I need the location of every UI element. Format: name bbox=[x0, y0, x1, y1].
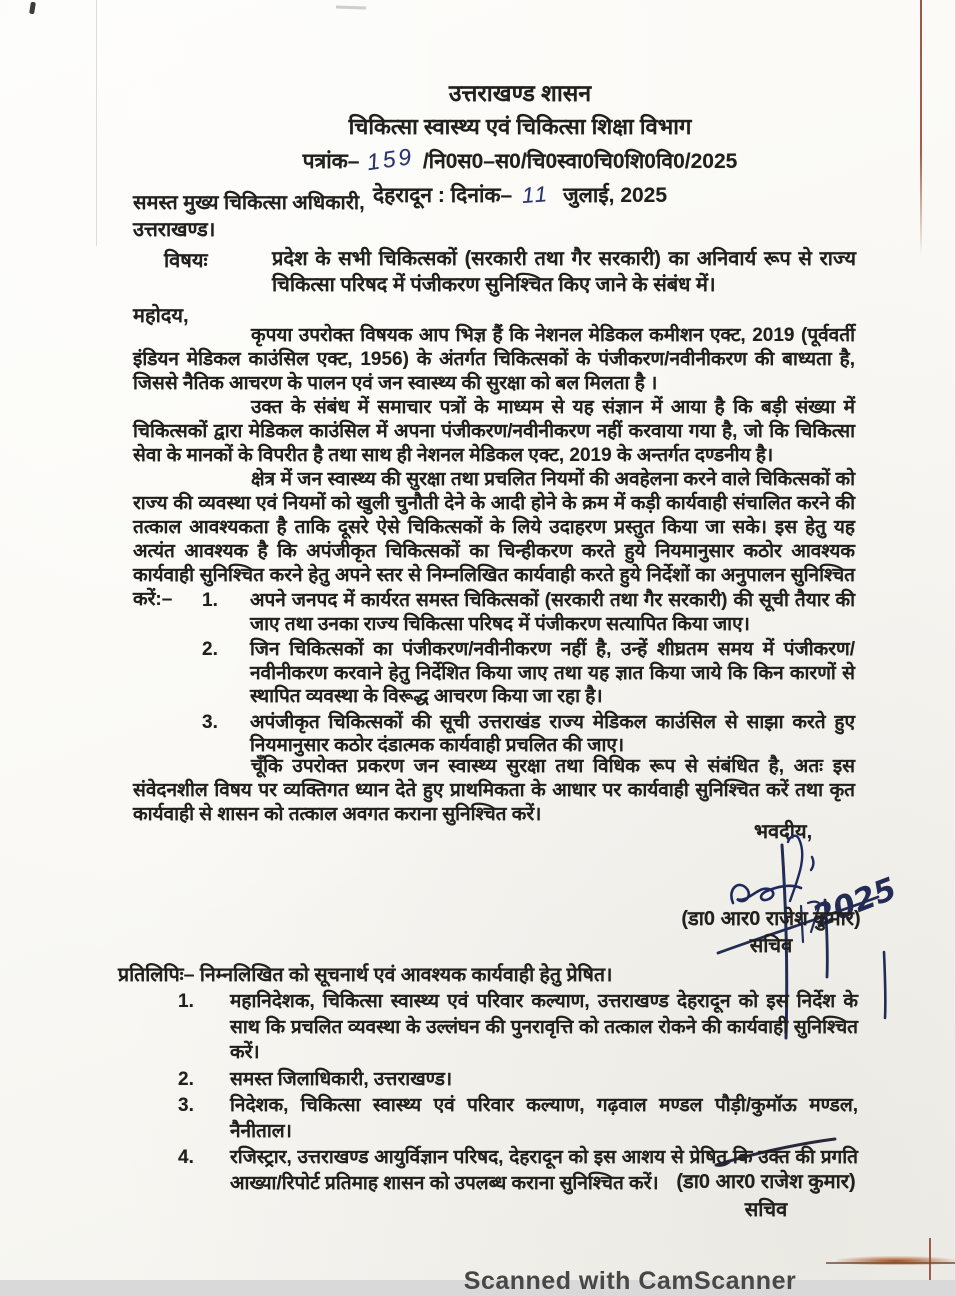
signatory-designation: सचिव bbox=[749, 935, 793, 957]
copy-item-3 bbox=[118, 1093, 858, 1144]
copy-number: 3. bbox=[178, 1095, 194, 1116]
pen-vertical-stroke-right bbox=[884, 952, 885, 1018]
directive-list bbox=[132, 589, 855, 760]
scan-dash-artifact bbox=[336, 5, 366, 9]
footer-signatory-designation: सचिव bbox=[744, 1199, 788, 1221]
signoff: भवदीय, bbox=[754, 821, 813, 843]
copy-number: 4. bbox=[178, 1147, 194, 1168]
copy-item-2 bbox=[118, 1067, 858, 1093]
copy-item-1 bbox=[118, 989, 858, 1066]
scanner-watermark: Scanned with CamScanner bbox=[463, 1267, 797, 1295]
department-title: चिकित्सा स्वास्थ्य एवं चिकित्सा शिक्षा विभाग bbox=[348, 114, 692, 139]
handwritten-letter-number: 159 bbox=[365, 142, 417, 176]
copy-text: रजिस्ट्रार, उत्तराखण्ड आयुर्विज्ञान परिषद, देहरादून को इस आशय से प्रेषित कि उक्त की प्रगति आख्या/रिपोर्ट प्रतिमाह शासन को उपलब्ध कराना सुनिश्चित करें। bbox=[230, 1147, 858, 1194]
directive-item-1 bbox=[132, 589, 855, 636]
recipient-line-1: समस्त मुख्य चिकित्सा अधिकारी, bbox=[133, 192, 365, 214]
handwritten-date: 11 bbox=[521, 181, 550, 209]
body-paragraph-3: क्षेत्र में जन स्वास्थ्य की सुरक्षा तथा प्रचलित नियमों की अवहेलना करने वाले चिकित्सकों को राज्य की व्यवस्था एवं नियमों को खुली चुनौती देने के आदी होने के क्रम में कड़ी कार्यवाही संचालित करने की तत्काल आवश्यकता है ताकि दूसरे ऐसे चिकित्सकों के लिये उदाहरण प्रस्तुत किया जा सके। इस हेतु यह अत्यंत आवश्यक है कि अपंजीकृत चिकित्सकों का चिन्हीकरण करते हुये नियमानुसार कठोर आवश्यक कार्यवाही सुनिश्चित करने हेतु अपने स्तर से निम्नलिखित कार्यवाही करते हुये निर्देशों का अनुपालन सुनिश्चित करें:– bbox=[133, 469, 855, 610]
letter-number-label: पत्रांक– bbox=[302, 150, 360, 173]
government-title: उत्तराखण्ड शासन bbox=[448, 80, 592, 106]
directive-text: जिन चिकित्सकों का पंजीकरण/नवीनीकरण नहीं है, उन्हें शीघ्रतम समय में पंजीकरण/नवीनीकरण करवाने हेतु निर्देशित किया जाए तथा यह ज्ञात किया जाये कि किन कारणों से स्थापित व्यवस्था के विरूद्ध आचरण किया जा रहा है। bbox=[250, 639, 855, 707]
copy-text: निदेशक, चिकित्सा स्वास्थ्य एवं परिवार कल्याण, गढ़वाल मण्डल पौड़ी/कुमॉऊ मण्डल, नैनीताल। bbox=[230, 1095, 858, 1142]
copy-text: महानिदेशक, चिकित्सा स्वास्थ्य एवं परिवार कल्याण, उत्तराखण्ड देहरादून को इस निर्देश के साथ कि प्रचलित व्यवस्था के उल्लंघन की पुनरावृत्ति को तत्काल रोकने की कार्यवाही सुनिश्चित करें। bbox=[230, 991, 858, 1063]
footer-signature-block bbox=[630, 1168, 902, 1224]
copy-number: 1. bbox=[178, 991, 194, 1012]
smudge-line-artifact bbox=[826, 1262, 955, 1264]
signature-ascender bbox=[788, 836, 802, 901]
date-rest: जुलाई, 2025 bbox=[563, 184, 668, 207]
signatory-name: (डा0 आर0 राजेश कुमार) bbox=[681, 908, 861, 930]
directive-number: 2. bbox=[202, 639, 218, 660]
closing-paragraph: चूँकि उपरोक्त प्रकरण जन स्वास्थ्य सुरक्षा तथा विधिक रूप से संबंधित है, अतः इस संवेदनशील विषय पर व्यक्तिगत ध्यान देते हुए प्राथमिकता के आधार पर कार्यवाही सुनिश्चित करें तथा कृत कार्यवाही से शासन को तत्काल अवगत कराना सुनिश्चित करें। bbox=[133, 756, 855, 825]
place-date-label: देहरादून : दिनांक– bbox=[372, 184, 513, 207]
body-paragraph-2: उक्त के संबंध में समाचार पत्रों के माध्यम से यह संज्ञान में आया है कि बड़ी संख्या में चिकित्सकों द्वारा मेडिकल काउंसिल में अपना पंजीकरण/नवीनीकरण नहीं करवाया गया है, जो कि चिकित्सा सेवा के मानकों के विपरीत है तथा साथ ही नेशनल मेडिकल एक्ट, 2019 के अन्तर्गत दण्डनीय है। bbox=[133, 397, 855, 466]
copy-distribution-block bbox=[118, 962, 858, 1196]
recipient-block bbox=[133, 190, 365, 244]
body-paragraph-1: कृपया उपरोक्त विषयक आप भिज्ञ हैं कि नेशनल मेडिकल कमीशन एक्ट, 2019 (पूर्ववर्ती इंडियन मेडिकल काउंसिल एक्ट, 1956) के अंतर्गत चिकित्सकों के पंजीकरण/नवीनीकरण की बाध्यता है, जिससे नैतिक आचरण के पालन एवं जन स्वास्थ्य की सुरक्षा को बल मिलता है । bbox=[133, 325, 855, 394]
salutation: महोदय, bbox=[133, 305, 189, 327]
handwritten-year-note: 2025 bbox=[807, 870, 902, 936]
signature-block bbox=[640, 906, 902, 960]
copy-text: समस्त जिलाधिकारी, उत्तराखण्ड। bbox=[230, 1068, 453, 1090]
footer-signatory-name: (डा0 आर0 राजेश कुमार) bbox=[676, 1171, 856, 1193]
copy-heading: प्रतिलिपिः– निम्नलिखित को सूचनार्थ एवं आवश्यक कार्यवाही हेतु प्रेषित। bbox=[118, 964, 613, 986]
directive-number: 1. bbox=[202, 590, 218, 611]
signature-scribble bbox=[731, 885, 801, 903]
signature-tick bbox=[811, 857, 813, 870]
scan-speck-artifact bbox=[29, 2, 36, 15]
directive-text: अपंजीकृत चिकित्सकों की सूची उत्तराखंड राज्य मेडिकल काउंसिल से साझा करते हुए नियमानुसार कठोर दंडात्मक कार्यवाही प्रचलित की जाए। bbox=[250, 711, 855, 756]
directive-item-3 bbox=[132, 711, 855, 758]
subject-label: विषयः bbox=[164, 250, 208, 272]
directive-number: 3. bbox=[202, 711, 218, 733]
directive-text: अपने जनपद में कार्यरत समस्त चिकित्सकों (सरकारी तथा गैर सरकारी) की सूची तैयार की जाए तथा उनका राज्य चिकित्सा परिषद में पंजीकरण सत्यापित किया जाए। bbox=[250, 590, 855, 635]
directive-item-2 bbox=[132, 638, 855, 709]
copy-number: 2. bbox=[178, 1068, 194, 1090]
subject-text: प्रदेश के सभी चिकित्सकों (सरकारी तथा गैर सरकारी) का अनिवार्य रूप से राज्य चिकित्सा परिषद में पंजीकरण सुनिश्चित किए जाने के संबंध में। bbox=[272, 248, 856, 296]
subject-block bbox=[132, 246, 856, 298]
recipient-line-2: उत्तराखण्ड। bbox=[133, 219, 216, 241]
letter-number-rest: /नि0स0–स0/चि0स्वा0चि0शि0वि0/2025 bbox=[422, 150, 738, 173]
letter-number-line bbox=[85, 142, 955, 176]
